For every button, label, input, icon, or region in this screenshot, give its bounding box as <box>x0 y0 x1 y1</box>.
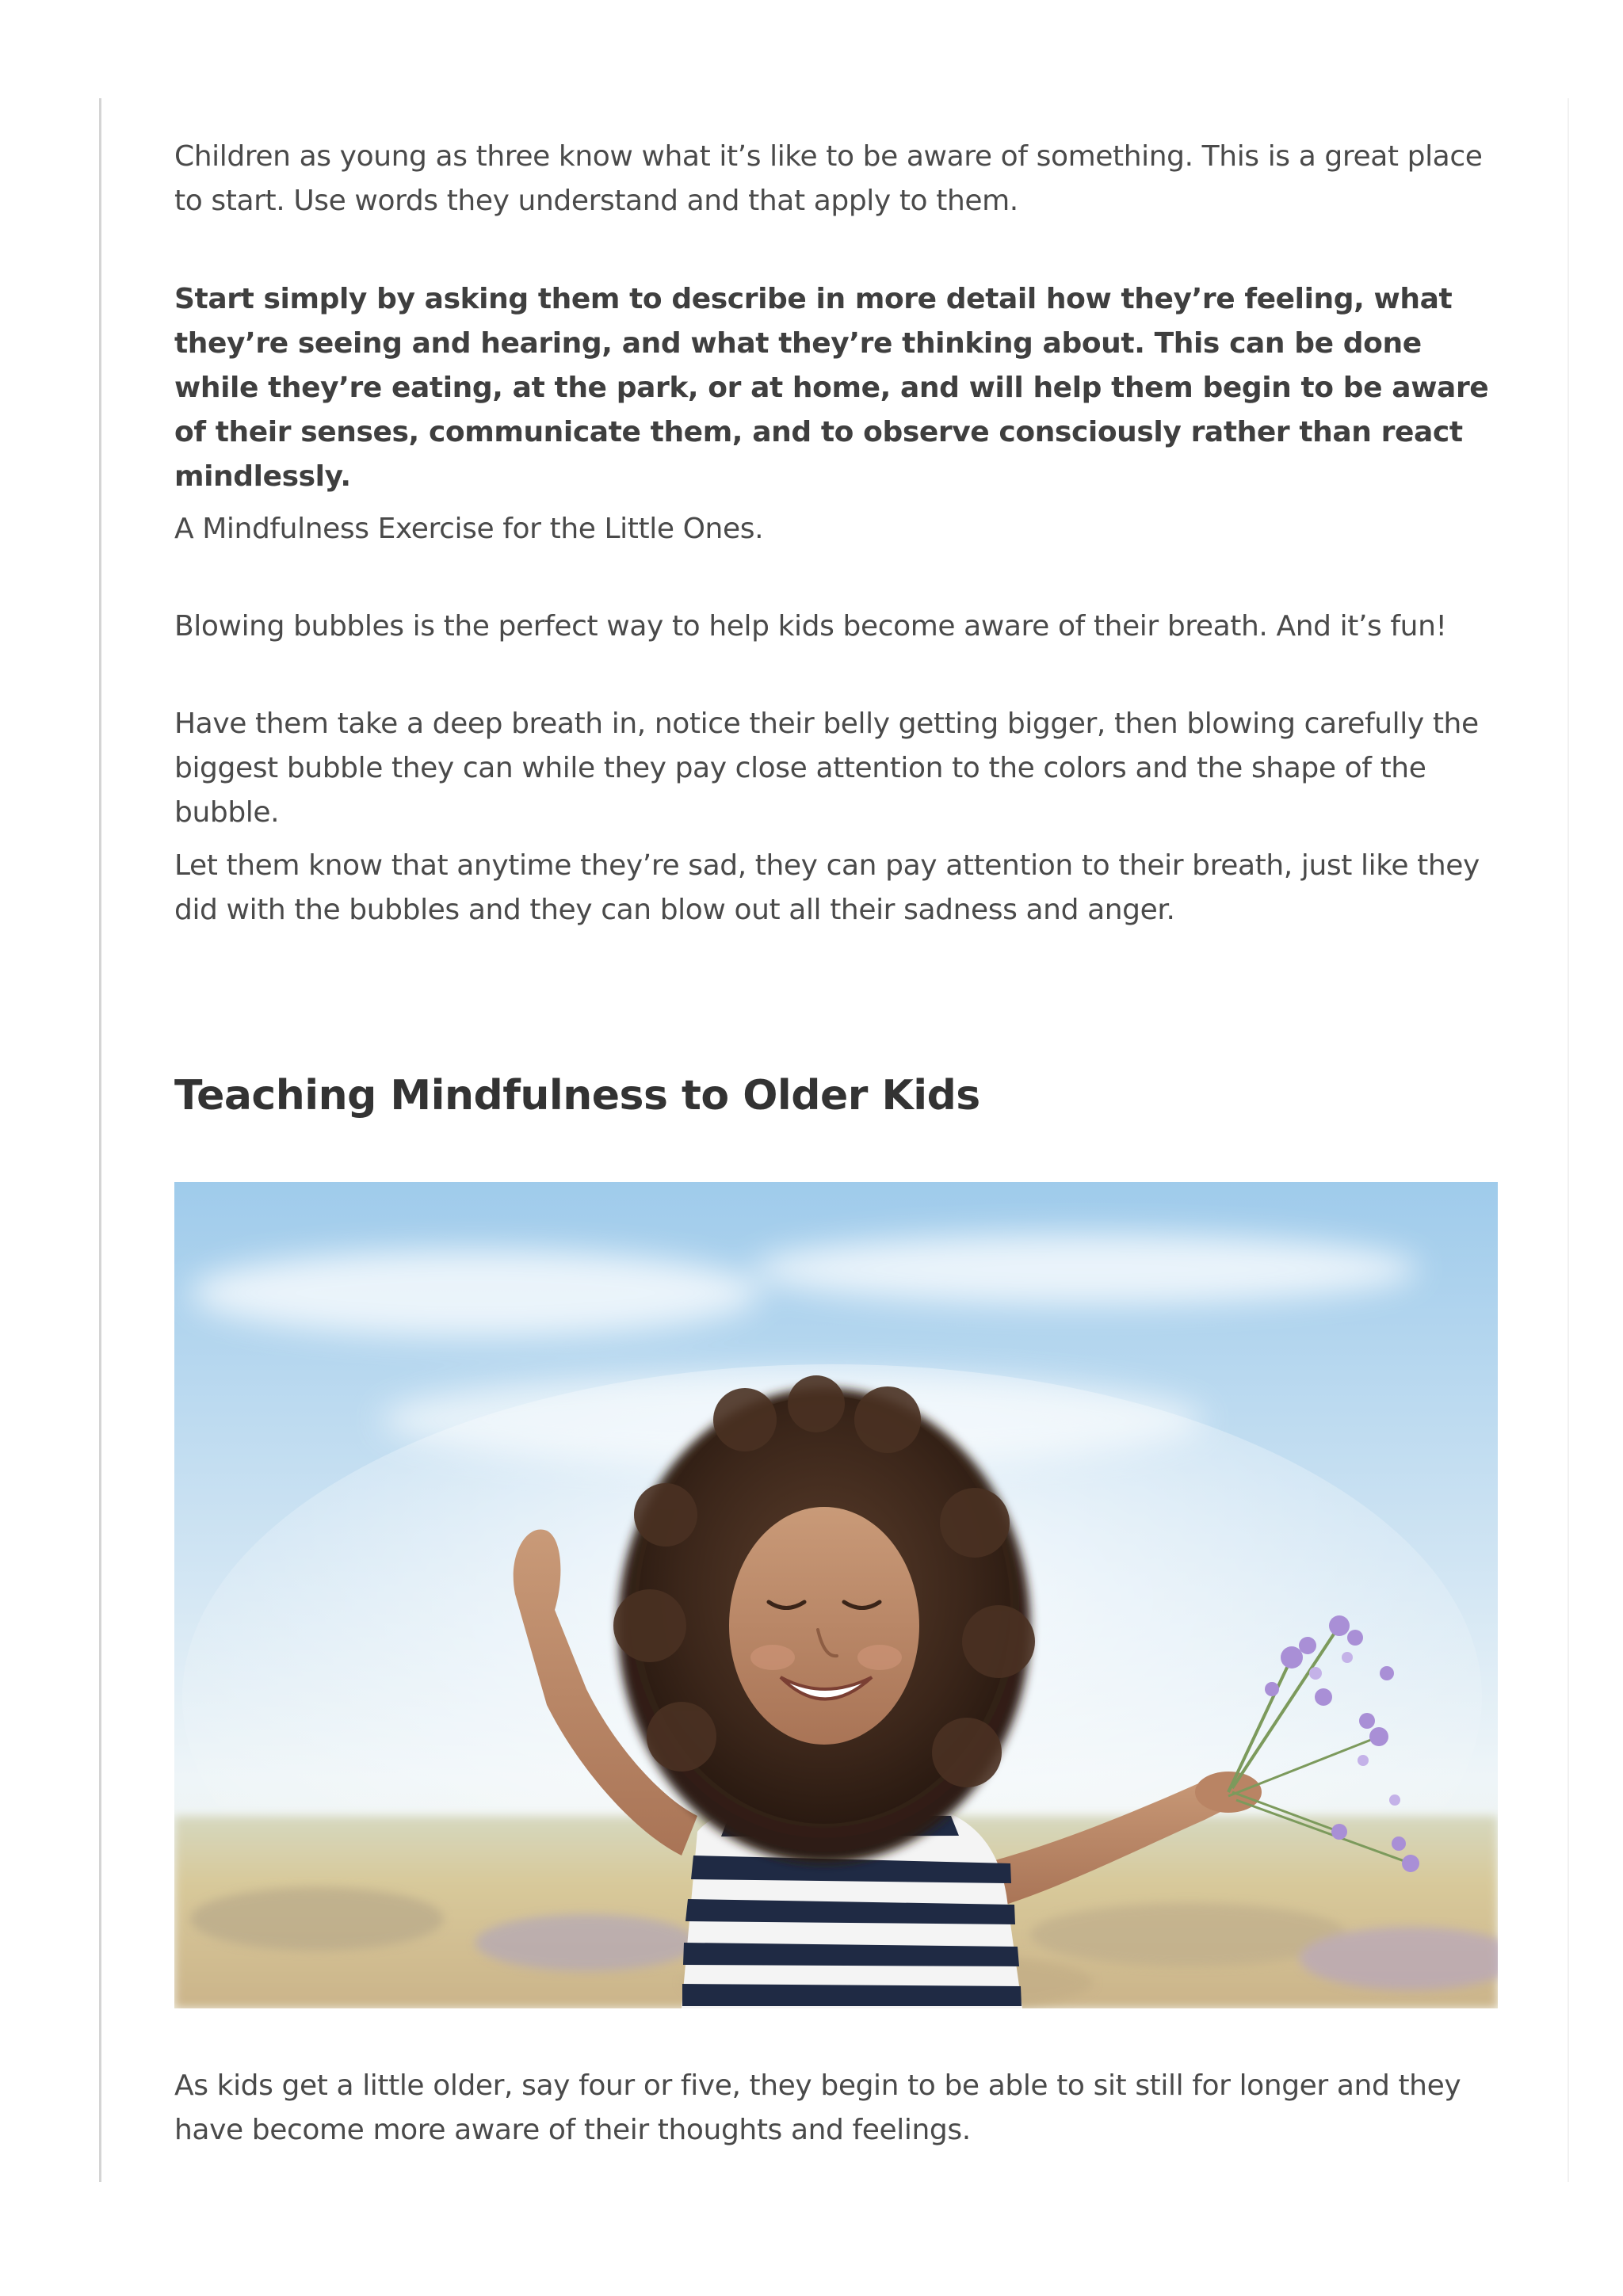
paragraph-sadness-breath: Let them know that anytime they’re sad, they can pay attention to their breath, just like they did with the bubbles and they can blow out all their sadness and anger. <box>174 849 1480 926</box>
paragraph-deep-breath: Have them take a deep breath in, notice their belly getting bigger, then blowing carefully the biggest bubble they can while they pay close attention to the colors and the shape of the bubble. <box>174 707 1479 829</box>
hero-image-girl-in-field <box>174 1182 1498 2008</box>
left-border-rule <box>99 98 101 2182</box>
paragraph-blowing-bubbles: Blowing bubbles is the perfect way to help kids become aware of their breath. And it’s fun! <box>174 610 1447 643</box>
paragraph-awareness-intro: Children as young as three know what it’s like to be aware of something. This is a great place to start. Use words they understand and that apply to them. <box>174 140 1483 217</box>
right-border-rule <box>1568 98 1569 2182</box>
section-heading: Teaching Mindfulness to Older Kids <box>174 1072 980 1119</box>
paragraph-older-kids: As kids get a little older, say four or five, they begin to be able to sit still for longer and they have become more aware of their thoughts and feelings. <box>174 2069 1461 2146</box>
paragraph-start-simply: Start simply by asking them to describe in more detail how they’re feeling, what they’re seeing and hearing, and what they’re thinking about. This can be done while they’re eating, at the park, or at home, and will help them begin to be aware of their senses, communicate them, and to observe consciously rather than react mindlessly. <box>174 283 1489 493</box>
paragraph-exercise-title: A Mindfulness Exercise for the Little Ones. <box>174 513 764 545</box>
